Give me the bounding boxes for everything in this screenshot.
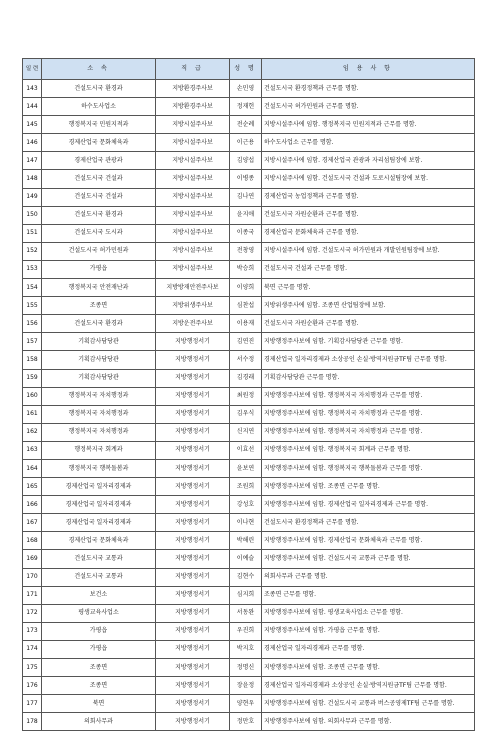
- name-cell: 이예슬: [230, 550, 262, 568]
- header-rank: 직 급: [156, 59, 230, 80]
- rank-cell: 지방시설주사보: [156, 242, 230, 260]
- table-row: [23, 713, 475, 731]
- rank-cell: 지방환경주사보: [156, 98, 230, 116]
- table-row: [23, 242, 475, 260]
- appointment-cell: 지방행정주사보에 임함. 의회사무과 근무를 명함.: [262, 713, 475, 731]
- serial-no-cell: 174: [23, 640, 42, 658]
- rank-cell: 지방시설주사보: [156, 206, 230, 224]
- rank-cell: 지방위생주사보: [156, 297, 230, 315]
- appointment-cell: 지방시설주사에 임함. 건설도시국 허가민원과 개발인원팀장에 보함.: [262, 242, 475, 260]
- rank-cell: 지방행정서기: [156, 405, 230, 423]
- rank-cell: 지방시설주사보: [156, 170, 230, 188]
- table-row: [23, 459, 475, 477]
- table-row: [23, 640, 475, 658]
- appointment-cell: 기획감사담당관 근무를 명함.: [262, 369, 475, 387]
- table-row: [23, 188, 475, 206]
- rank-cell: 지방시설주사보: [156, 260, 230, 278]
- table-row: [23, 622, 475, 640]
- table-row: [23, 279, 475, 297]
- name-cell: 이양희: [230, 279, 262, 297]
- table-row: [23, 315, 475, 333]
- appointment-cell: 지방행정주사보에 임함. 가평읍 근무를 명함.: [262, 622, 475, 640]
- rank-cell: 지방행정서기: [156, 333, 230, 351]
- appointment-cell: 지방행정주사보에 임함. 평생교육사업소 근무를 명함.: [262, 604, 475, 622]
- rank-cell: 지방시설주사보: [156, 188, 230, 206]
- name-cell: 서수정: [230, 351, 262, 369]
- appointment-cell: 의회사무과 근무를 명함.: [262, 568, 475, 586]
- serial-no-cell: 160: [23, 387, 42, 405]
- table-row: [23, 532, 475, 550]
- table-row: [23, 369, 475, 387]
- rank-cell: 지방시설주사보: [156, 116, 230, 134]
- department-cell: 가평읍: [42, 640, 156, 658]
- serial-no-cell: 148: [23, 170, 42, 188]
- header-serial-no: 일 련: [23, 59, 42, 80]
- department-cell: 경제산업국 문화체육과: [42, 134, 156, 152]
- name-cell: 이종국: [230, 224, 262, 242]
- name-cell: 이나현: [230, 514, 262, 532]
- serial-no-cell: 145: [23, 116, 42, 134]
- department-cell: 보건소: [42, 586, 156, 604]
- table-row: [23, 659, 475, 677]
- department-cell: 건설도시국 허가민원과: [42, 242, 156, 260]
- appointment-cell: 건설도시국 자원순환과 근무를 명함.: [262, 206, 475, 224]
- appointment-cell: 지방시설주사에 임함. 경제산업국 관광과 자리섬팀장에 보함.: [262, 152, 475, 170]
- serial-no-cell: 167: [23, 514, 42, 532]
- serial-no-cell: 144: [23, 98, 42, 116]
- rank-cell: 지방행정서기: [156, 677, 230, 695]
- appointment-cell: 건설도시국 환경정책과 근무를 명함.: [262, 80, 475, 98]
- header-name: 성 명: [230, 59, 262, 80]
- serial-no-cell: 155: [23, 297, 42, 315]
- appointment-cell: 건설도시국 환경정책과 근무를 명함.: [262, 514, 475, 532]
- table-row: [23, 152, 475, 170]
- rank-cell: 지방행정서기: [156, 351, 230, 369]
- name-cell: 심지희: [230, 586, 262, 604]
- rank-cell: 지방행정서기: [156, 713, 230, 731]
- serial-no-cell: 178: [23, 713, 42, 731]
- table-row: [23, 677, 475, 695]
- serial-no-cell: 154: [23, 279, 42, 297]
- serial-no-cell: 168: [23, 532, 42, 550]
- appointment-cell: 지방행정주사보에 임함. 행정복지국 자치행정과 근무를 명함.: [262, 405, 475, 423]
- rank-cell: 지방방재안전주사보: [156, 279, 230, 297]
- appointment-cell: 경제산업국 일자리경제과 소상공인 손실·방역지원금TF팀 근무를 명함.: [262, 677, 475, 695]
- appointment-cell: 북면 근무를 명함.: [262, 279, 475, 297]
- name-cell: 정만호: [230, 713, 262, 731]
- department-cell: 조종면: [42, 677, 156, 695]
- department-cell: 경제산업국 일자리경제과: [42, 514, 156, 532]
- department-cell: 기획감사담당관: [42, 369, 156, 387]
- appointment-cell: 지방행정주사보에 임함. 건설도시국 교통과 버스공영제TF팀 근무를 명함.: [262, 695, 475, 713]
- serial-no-cell: 158: [23, 351, 42, 369]
- serial-no-cell: 157: [23, 333, 42, 351]
- serial-no-cell: 172: [23, 604, 42, 622]
- name-cell: 손민영: [230, 80, 262, 98]
- table-row: [23, 333, 475, 351]
- rank-cell: 지방행정서기: [156, 604, 230, 622]
- department-cell: 조종면: [42, 659, 156, 677]
- appointment-cell: 지방위생주사에 임함. 조종면 산업팀장에 보함.: [262, 297, 475, 315]
- appointment-cell: 지방시설주사에 임함. 행정복지국 민원지적과 근무를 명함.: [262, 116, 475, 134]
- rank-cell: 지방행정서기: [156, 695, 230, 713]
- rank-cell: 지방행정서기: [156, 441, 230, 459]
- department-cell: 가평읍: [42, 622, 156, 640]
- serial-no-cell: 165: [23, 478, 42, 496]
- rank-cell: 지방행정서기: [156, 459, 230, 477]
- appointment-cell: 건설도시국 자원순환과 근무를 명함.: [262, 315, 475, 333]
- department-cell: 건설도시국 건설과: [42, 170, 156, 188]
- rank-cell: 지방시설주사보: [156, 152, 230, 170]
- serial-no-cell: 152: [23, 242, 42, 260]
- name-cell: 신지연: [230, 423, 262, 441]
- department-cell: 행정복지국 민원지적과: [42, 116, 156, 134]
- appointment-cell: 경제산업국 일자리경제과 근무를 명함.: [262, 640, 475, 658]
- name-cell: 우진희: [230, 622, 262, 640]
- serial-no-cell: 162: [23, 423, 42, 441]
- table-row: [23, 170, 475, 188]
- name-cell: 이병종: [230, 170, 262, 188]
- serial-no-cell: 171: [23, 586, 42, 604]
- name-cell: 정재헌: [230, 98, 262, 116]
- appointment-cell: 지방행정주사보에 임함. 조종면 근무를 명함.: [262, 659, 475, 677]
- name-cell: 이용재: [230, 315, 262, 333]
- name-cell: 윤지애: [230, 206, 262, 224]
- serial-no-cell: 149: [23, 188, 42, 206]
- appointment-cell: 지방행정주사보에 임함. 행정복지국 자치행정과 근무를 명함.: [262, 423, 475, 441]
- serial-no-cell: 164: [23, 459, 42, 477]
- name-cell: 이근용: [230, 134, 262, 152]
- appointment-cell: 지방행정주사보에 임함. 조종면 근무를 명함.: [262, 478, 475, 496]
- appointment-cell: 조종면 근무를 명함.: [262, 586, 475, 604]
- department-cell: 건설도시국 도시과: [42, 224, 156, 242]
- department-cell: 가평읍: [42, 260, 156, 278]
- appointment-cell: 지방행정주사보에 임함. 건설도시국 교통과 근무를 명함.: [262, 550, 475, 568]
- appointment-cell: 지방행정주사보에 임함. 경제산업국 일자리경제과 근무를 명함.: [262, 496, 475, 514]
- department-cell: 행정복지국 안전재난과: [42, 279, 156, 297]
- rank-cell: 지방행정서기: [156, 622, 230, 640]
- name-cell: 김현수: [230, 568, 262, 586]
- department-cell: 경제산업국 일자리경제과: [42, 496, 156, 514]
- name-cell: 강성호: [230, 496, 262, 514]
- department-cell: 경제산업국 관광과: [42, 152, 156, 170]
- serial-no-cell: 173: [23, 622, 42, 640]
- department-cell: 평생교육사업소: [42, 604, 156, 622]
- name-cell: 김우식: [230, 405, 262, 423]
- header-department: 소 속: [42, 59, 156, 80]
- serial-no-cell: 170: [23, 568, 42, 586]
- appointment-cell: 지방행정주사보에 임함. 행정복지국 행복돌봄과 근무를 명함.: [262, 459, 475, 477]
- serial-no-cell: 156: [23, 315, 42, 333]
- name-cell: 김경래: [230, 369, 262, 387]
- department-cell: 기획감사담당관: [42, 351, 156, 369]
- serial-no-cell: 163: [23, 441, 42, 459]
- table-row: [23, 604, 475, 622]
- table-row: [23, 98, 475, 116]
- rank-cell: 지방행정서기: [156, 514, 230, 532]
- serial-no-cell: 146: [23, 134, 42, 152]
- name-cell: 김나연: [230, 188, 262, 206]
- department-cell: 경제산업국 일자리경제과: [42, 478, 156, 496]
- personnel-table: [22, 58, 475, 731]
- department-cell: 건설도시국 환경과: [42, 206, 156, 224]
- name-cell: 서동완: [230, 604, 262, 622]
- appointment-cell: 하수도사업소 근무를 명함.: [262, 134, 475, 152]
- name-cell: 이효선: [230, 441, 262, 459]
- table-row: [23, 224, 475, 242]
- appointment-cell: 경제산업국 문화체육과 근무를 명함.: [262, 224, 475, 242]
- table-row: [23, 134, 475, 152]
- table-row: [23, 496, 475, 514]
- appointment-cell: 지방행정주사보에 임함. 기획감사담당관 근무를 명함.: [262, 333, 475, 351]
- department-cell: 행정복지국 자치행정과: [42, 387, 156, 405]
- department-cell: 건설도시국 환경과: [42, 80, 156, 98]
- department-cell: 행정복지국 자치행정과: [42, 405, 156, 423]
- serial-no-cell: 150: [23, 206, 42, 224]
- table-row: [23, 695, 475, 713]
- department-cell: 경제산업국 문화체육과: [42, 532, 156, 550]
- name-cell: 심찬섭: [230, 297, 262, 315]
- serial-no-cell: 151: [23, 224, 42, 242]
- department-cell: 기획감사담당관: [42, 333, 156, 351]
- serial-no-cell: 176: [23, 677, 42, 695]
- serial-no-cell: 169: [23, 550, 42, 568]
- table-row: [23, 116, 475, 134]
- table-row: [23, 441, 475, 459]
- name-cell: 김양섭: [230, 152, 262, 170]
- table-row: [23, 80, 475, 98]
- name-cell: 조원희: [230, 478, 262, 496]
- table-row: [23, 478, 475, 496]
- department-cell: 건설도시국 환경과: [42, 315, 156, 333]
- header-appointment: 임 용 사 항: [262, 59, 475, 80]
- appointment-cell: 지방행정주사보에 임함. 행정복지국 자치행정과 근무를 명함.: [262, 387, 475, 405]
- serial-no-cell: 147: [23, 152, 42, 170]
- name-cell: 양현우: [230, 695, 262, 713]
- department-cell: 북면: [42, 695, 156, 713]
- department-cell: 행정복지국 회계과: [42, 441, 156, 459]
- table-row: [23, 514, 475, 532]
- department-cell: 행정복지국 자치행정과: [42, 423, 156, 441]
- table-row: [23, 405, 475, 423]
- name-cell: 윤보연: [230, 459, 262, 477]
- serial-no-cell: 153: [23, 260, 42, 278]
- name-cell: 박지호: [230, 640, 262, 658]
- name-cell: 박해린: [230, 532, 262, 550]
- table-header: [23, 59, 475, 80]
- rank-cell: 지방시설주사보: [156, 134, 230, 152]
- department-cell: 건설도시국 교통과: [42, 550, 156, 568]
- rank-cell: 지방행정서기: [156, 423, 230, 441]
- rank-cell: 지방행정서기: [156, 478, 230, 496]
- rank-cell: 지방운전주사보: [156, 315, 230, 333]
- name-cell: 장윤정: [230, 677, 262, 695]
- name-cell: 박승희: [230, 260, 262, 278]
- table-row: [23, 568, 475, 586]
- name-cell: 최원정: [230, 387, 262, 405]
- department-cell: 하수도사업소: [42, 98, 156, 116]
- appointment-cell: 건설도시국 허가민원과 근무를 명함.: [262, 98, 475, 116]
- table-row: [23, 586, 475, 604]
- serial-no-cell: 159: [23, 369, 42, 387]
- rank-cell: 지방행정서기: [156, 659, 230, 677]
- rank-cell: 지방행정서기: [156, 496, 230, 514]
- table-row: [23, 387, 475, 405]
- appointment-cell: 경제산업국 농업정책과 근무를 명함.: [262, 188, 475, 206]
- serial-no-cell: 166: [23, 496, 42, 514]
- serial-no-cell: 143: [23, 80, 42, 98]
- department-cell: 의회사무과: [42, 713, 156, 731]
- rank-cell: 지방환경주사보: [156, 80, 230, 98]
- appointment-cell: 지방행정주사보에 임함. 행정복지국 회계과 근무를 명함.: [262, 441, 475, 459]
- table-row: [23, 206, 475, 224]
- department-cell: 행정복지국 행복돌봄과: [42, 459, 156, 477]
- name-cell: 김연진: [230, 333, 262, 351]
- table-row: [23, 423, 475, 441]
- appointment-cell: 경제산업국 일자리경제과 소상공인 손실·방역지원금TF팀 근무를 명함.: [262, 351, 475, 369]
- rank-cell: 지방행정서기: [156, 369, 230, 387]
- appointment-cell: 건설도시국 건설과 근무를 명함.: [262, 260, 475, 278]
- name-cell: 전창영: [230, 242, 262, 260]
- table-row: [23, 260, 475, 278]
- serial-no-cell: 175: [23, 659, 42, 677]
- department-cell: 조종면: [42, 297, 156, 315]
- table-body: [23, 80, 475, 731]
- department-cell: 건설도시국 교통과: [42, 568, 156, 586]
- rank-cell: 지방행정서기: [156, 550, 230, 568]
- table-row: [23, 297, 475, 315]
- appointment-cell: 지방행정주사보에 임함. 경제산업국 문화체육과 근무를 명함.: [262, 532, 475, 550]
- rank-cell: 지방행정서기: [156, 568, 230, 586]
- table-row: [23, 351, 475, 369]
- rank-cell: 지방행정서기: [156, 387, 230, 405]
- table-row: [23, 550, 475, 568]
- rank-cell: 지방행정서기: [156, 586, 230, 604]
- rank-cell: 지방행정서기: [156, 640, 230, 658]
- name-cell: 정명신: [230, 659, 262, 677]
- name-cell: 전순례: [230, 116, 262, 134]
- serial-no-cell: 161: [23, 405, 42, 423]
- appointment-cell: 지방시설주사에 임함. 건설도시국 건설과 도로시설팀장에 보함.: [262, 170, 475, 188]
- serial-no-cell: 177: [23, 695, 42, 713]
- department-cell: 건설도시국 건설과: [42, 188, 156, 206]
- rank-cell: 지방시설주사보: [156, 224, 230, 242]
- rank-cell: 지방행정서기: [156, 532, 230, 550]
